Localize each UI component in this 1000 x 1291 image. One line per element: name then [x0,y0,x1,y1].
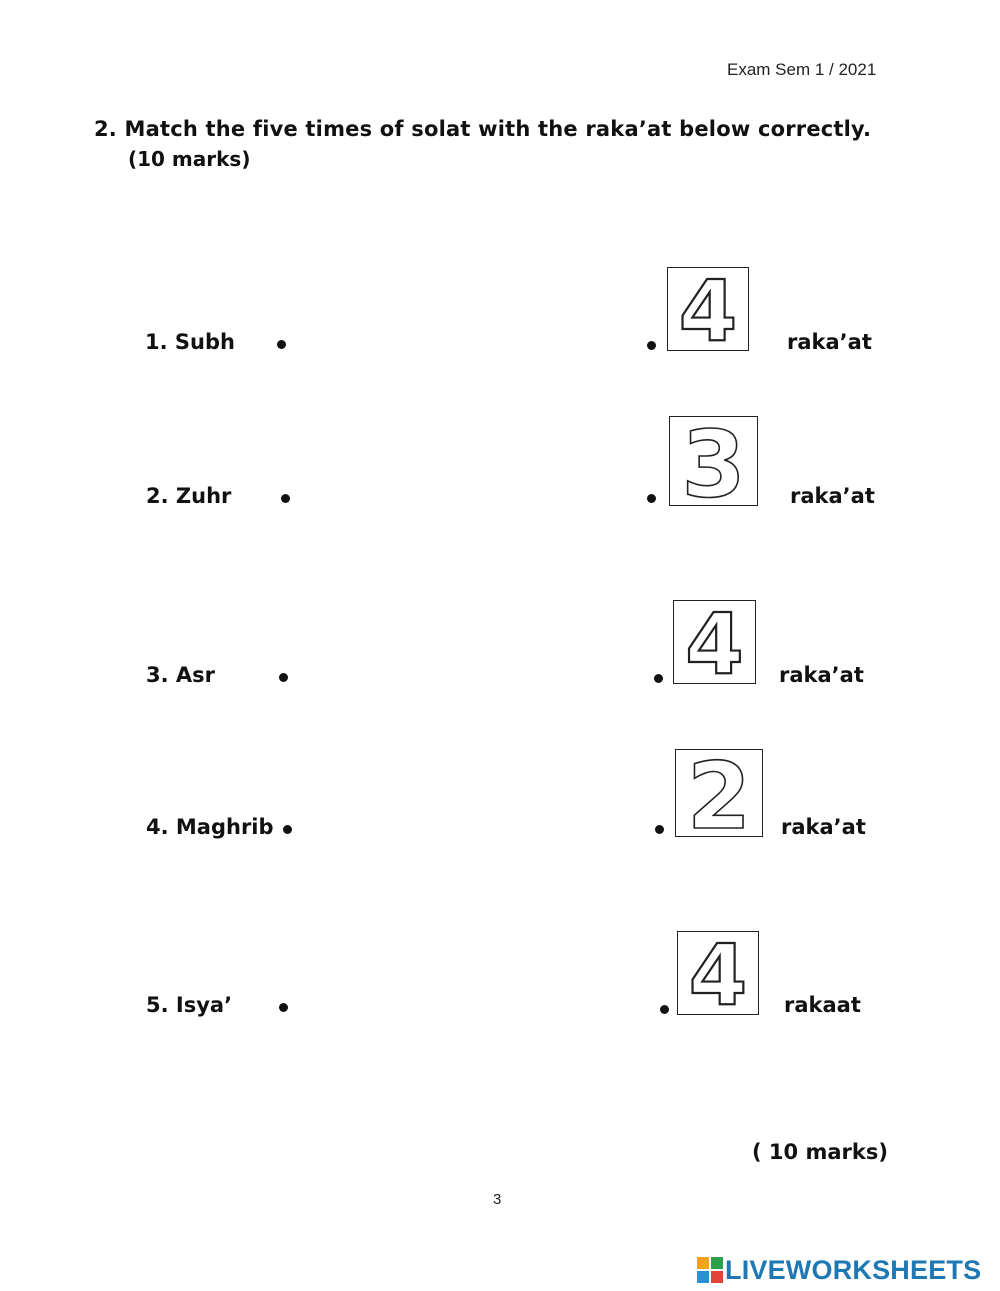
liveworksheets-brand-text: LIVEWORKSHEETS [725,1254,982,1285]
right-match-dot-3[interactable] [654,674,663,683]
rakaat-number-box-3 [673,600,756,684]
number-three-icon [670,417,757,505]
left-match-dot-2[interactable] [281,494,290,503]
liveworksheets-logo [697,1254,981,1286]
number-four-icon [668,268,748,350]
rakaat-number-box-1 [667,267,749,351]
right-match-dot-2[interactable] [647,494,656,503]
liveworksheets-icon [697,1257,723,1283]
rakaat-number-box-4 [675,749,763,837]
rakaat-label-5: rakaat [784,993,861,1017]
prayer-item-asr: 3. Asr [146,663,216,687]
rakaat-label-3: raka’at [779,663,864,687]
right-match-dot-4[interactable] [655,825,664,834]
total-marks: ( 10 marks) [752,1140,888,1164]
prayer-item-subh: 1. Subh [145,330,235,354]
question-title: 2. Match the five times of solat with the raka’at below correctly. [94,117,872,141]
right-match-dot-1[interactable] [647,341,656,350]
left-match-dot-5[interactable] [279,1003,288,1012]
number-four-icon [674,601,755,683]
rakaat-number-box-5 [677,931,759,1015]
rakaat-number-4: 2 [686,750,752,836]
page-number: 3 [493,1191,502,1208]
prayer-item-isya: 5. Isya’ [146,993,233,1017]
right-match-dot-5[interactable] [660,1005,669,1014]
rakaat-label-4: raka’at [781,815,866,839]
rakaat-label-2: raka’at [790,484,875,508]
exam-header-label: Exam Sem 1 / 2021 [727,60,877,79]
rakaat-number-5: 4 [688,932,748,1014]
left-match-dot-1[interactable] [277,340,286,349]
rakaat-number-1: 4 [678,268,738,350]
rakaat-number-box-2 [669,416,758,506]
left-match-dot-3[interactable] [279,673,288,682]
prayer-item-zuhr: 2. Zuhr [146,484,232,508]
rakaat-label-1: raka’at [787,330,872,354]
number-two-icon [676,750,762,836]
question-marks: (10 marks) [128,147,251,171]
rakaat-number-3: 4 [685,601,744,683]
number-four-icon [678,932,758,1014]
prayer-item-maghrib: 4. Maghrib [146,815,274,839]
left-match-dot-4[interactable] [283,825,292,834]
rakaat-number-2: 3 [681,417,746,505]
